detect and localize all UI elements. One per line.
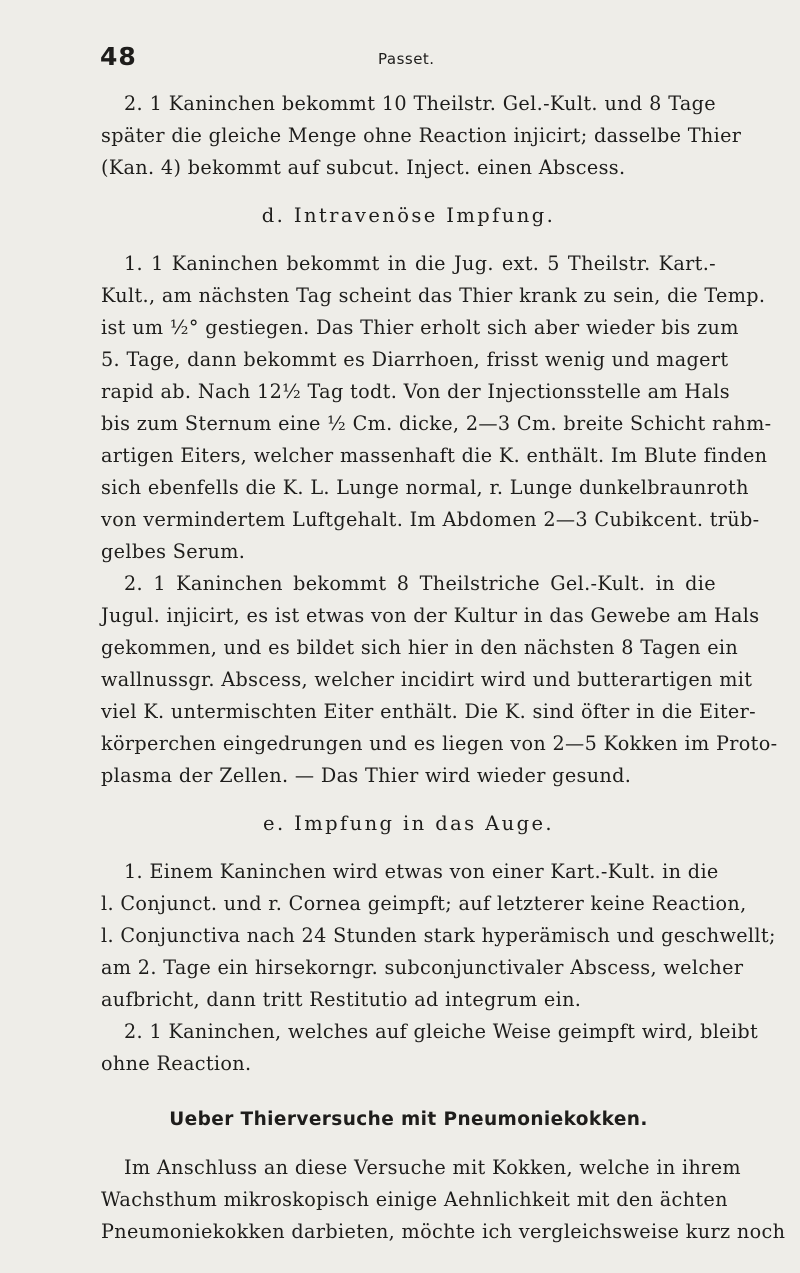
text-line: von vermindertem Luftgehalt. Im Abdomen 2—3 Cubikcent. trüb- bbox=[101, 508, 760, 531]
text-line: 2. 1 Kaninchen bekommt 10 Theilstr. Gel.-Kult. und 8 Tage bbox=[124, 92, 716, 115]
text-line: l. Conjunct. und r. Cornea geimpft; auf letzterer keine Reaction, bbox=[101, 892, 747, 915]
section-heading-e: e. Impfung in das Auge. bbox=[263, 812, 554, 835]
chapter-heading: Ueber Thierversuche mit Pneumoniekokken. bbox=[169, 1109, 648, 1130]
text-line: viel K. untermischten Eiter enthält. Die K. sind öfter in die Eiter- bbox=[101, 700, 756, 723]
running-head: Passet. bbox=[378, 50, 435, 68]
text-line: Kult., am nächsten Tag scheint das Thier krank zu sein, die Temp. bbox=[101, 284, 766, 307]
text-line: aufbricht, dann tritt Restitutio ad integrum ein. bbox=[101, 988, 582, 1011]
page-number: 48 bbox=[100, 42, 137, 71]
text-line: Wachsthum mikroskopisch einige Aehnlichkeit mit den ächten bbox=[101, 1188, 728, 1211]
section-heading-d: d. Intravenöse Impfung. bbox=[261, 204, 556, 227]
text-line: sich ebenfells die K. L. Lunge normal, r. Lunge dunkelbraunroth bbox=[101, 476, 749, 499]
text-line: gelbes Serum. bbox=[101, 540, 246, 563]
text-line: 2. 1 Kaninchen bekommt 8 Theilstriche Gel.-Kult. in die bbox=[124, 572, 716, 595]
text-line: ohne Reaction. bbox=[101, 1052, 252, 1075]
text-line: l. Conjunctiva nach 24 Stunden stark hyperämisch und geschwellt; bbox=[101, 924, 776, 947]
text-line: Pneumoniekokken darbieten, möchte ich vergleichsweise kurz noch bbox=[101, 1220, 786, 1243]
text-line: 2. 1 Kaninchen, welches auf gleiche Weise geimpft wird, bleibt bbox=[124, 1020, 759, 1043]
text-line: Jugul. injicirt, es ist etwas von der Kultur in das Gewebe am Hals bbox=[101, 604, 760, 627]
text-line: 1. Einem Kaninchen wird etwas von einer Kart.-Kult. in die bbox=[124, 860, 719, 883]
text-line: rapid ab. Nach 12½ Tag todt. Von der Injectionsstelle am Hals bbox=[101, 380, 730, 403]
text-line: später die gleiche Menge ohne Reaction injicirt; dasselbe Thier bbox=[101, 124, 742, 147]
text-line: (Kan. 4) bekommt auf subcut. Inject. einen Abscess. bbox=[101, 156, 626, 179]
text-line: ist um ½° gestiegen. Das Thier erholt sich aber wieder bis zum bbox=[101, 316, 739, 339]
text-line: am 2. Tage ein hirsekorngr. subconjunctivaler Abscess, welcher bbox=[101, 956, 744, 979]
text-line: Im Anschluss an diese Versuche mit Kokken, welche in ihrem bbox=[124, 1156, 741, 1179]
text-line: plasma der Zellen. — Das Thier wird wieder gesund. bbox=[101, 764, 632, 787]
text-line: körperchen eingedrungen und es liegen von 2—5 Kokken im Proto- bbox=[101, 732, 778, 755]
text-line: 1. 1 Kaninchen bekommt in die Jug. ext. 5 Theilstr. Kart.- bbox=[124, 252, 716, 275]
text-line: 5. Tage, dann bekommt es Diarrhoen, frisst wenig und magert bbox=[101, 348, 729, 371]
text-line: wallnussgr. Abscess, welcher incidirt wird und butterartigen mit bbox=[101, 668, 753, 691]
text-line: artigen Eiters, welcher massenhaft die K. enthält. Im Blute finden bbox=[101, 444, 768, 467]
text-line: gekommen, und es bildet sich hier in den nächsten 8 Tagen ein bbox=[101, 636, 739, 659]
text-line: bis zum Sternum eine ½ Cm. dicke, 2—3 Cm. breite Schicht rahm- bbox=[101, 412, 772, 435]
